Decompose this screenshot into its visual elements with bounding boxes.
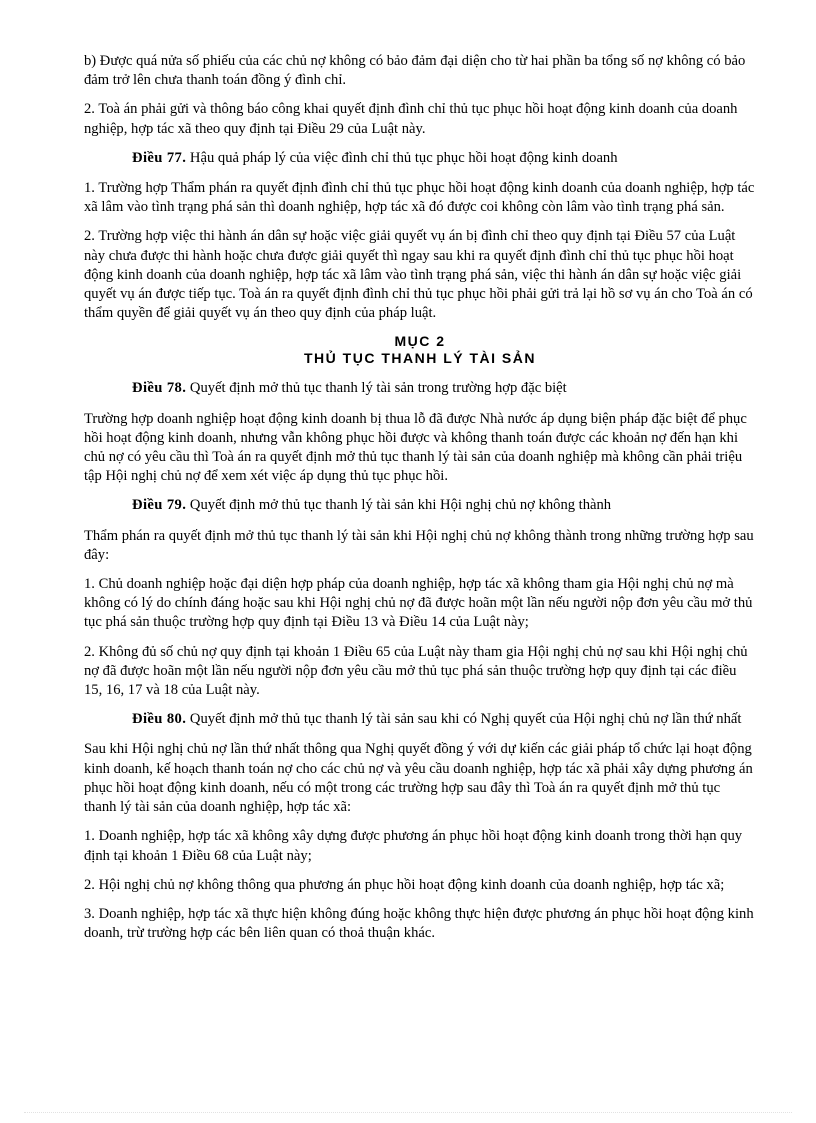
article-77-heading	[84, 149, 756, 168]
article-78-heading	[84, 379, 756, 398]
paragraph: 1. Doanh nghiệp, hợp tác xã không xây dựng được phương án phục hồi hoạt động kinh doanh trong thời hạn quy định tại khoản 1 Điều 68 của Luật này;	[84, 828, 743, 864]
article-number: Điều 77.	[132, 149, 187, 166]
paragraph: 2. Trường hợp việc thi hành án dân sự hoặc việc giải quyết vụ án bị đình chỉ theo quy định tại Điều 57 của Luật này chưa được thi hành hoặc chưa được giải quyết thì ngay sau khi ra quyết định đình chỉ thủ tục phục hồi hoạt động kinh doanh của doanh nghiệp, hợp tác xã lâm vào tình trạng phá sản, việc thi hành án dân sự hoặc việc giải quyết vụ án được tiếp tục. Toà án ra quyết định đình chỉ thủ tục phục hồi phải gửi trả lại hồ sơ vụ án cho Toà án có thẩm quyền để giải quyết vụ án theo quy định của pháp luật.	[84, 228, 753, 322]
paragraph: Trường hợp doanh nghiệp hoạt động kinh doanh bị thua lỗ đã được Nhà nước áp dụng biện pháp đặc biệt để phục hồi hoạt động kinh doanh, nhưng vẫn không phục hồi được và không thanh toán được các khoản nợ đến hạn khi chủ nợ có yêu cầu thì Toà án ra quyết định mở thủ tục thanh lý tài sản của doanh nghiệp mà không cần phải triệu tập Hội nghị chủ nợ để xem xét việc áp dụng thủ tục phục hồi.	[84, 410, 747, 485]
paragraph: Sau khi Hội nghị chủ nợ lần thứ nhất thông qua Nghị quyết đồng ý với dự kiến các giải pháp tổ chức lại hoạt động kinh doanh, kế hoạch thanh toán nợ cho các chủ nợ và yêu cầu doanh nghiệp, hợp tác xã phải xây dựng phương án phục hồi hoạt động kinh doanh, nếu có một trong các trường hợp sau đây thì Toà án ra quyết định mở thủ tục thanh lý tài sản của doanh nghiệp, hợp tác xã:	[84, 741, 753, 816]
article-title: Hậu quả pháp lý của việc đình chỉ thủ tục phục hồi hoạt động kinh doanh	[186, 149, 618, 166]
article-title: Quyết định mở thủ tục thanh lý tài sản khi Hội nghị chủ nợ không thành	[186, 497, 612, 514]
paragraph: 1. Trường hợp Thẩm phán ra quyết định đình chỉ thủ tục phục hồi hoạt động kinh doanh của doanh nghiệp, hợp tác xã lâm vào tình trạng phá sản thì doanh nghiệp, hợp tác xã đó được coi không còn lâm vào tình trạng phá sản.	[84, 180, 755, 216]
paragraph: Thẩm phán ra quyết định mở thủ tục thanh lý tài sản khi Hội nghị chủ nợ không thành trong những trường hợp sau đây:	[84, 527, 754, 563]
article-79-heading	[84, 496, 756, 515]
paragraph: 2. Toà án phải gửi và thông báo công khai quyết định đình chỉ thủ tục phục hồi hoạt động kinh doanh của doanh nghiệp, hợp tác xã theo quy định tại Điều 29 của Luật này.	[84, 101, 738, 137]
paragraph: 1. Chủ doanh nghiệp hoặc đại diện hợp pháp của doanh nghiệp, hợp tác xã không tham gia Hội nghị chủ nợ mà không có lý do chính đáng hoặc sau khi Hội nghị chủ nợ đã được hoãn một lần nếu người nộp đơn yêu cầu mở thủ tục phá sản thuộc trường hợp quy định tại Điều 13 và Điều 14 của Luật này;	[84, 576, 753, 631]
section-title: THỦ TỤC THANH LÝ TÀI SẢN	[304, 350, 536, 367]
section-label: MỤC 2	[394, 333, 446, 350]
paragraph: b) Được quá nửa số phiếu của các chủ nợ không có bảo đảm đại diện cho từ hai phần ba tổng số nợ không có bảo đảm trở lên chưa thanh toán đồng ý đình chỉ.	[84, 53, 746, 89]
section-heading	[84, 333, 756, 367]
article-number: Điều 78.	[132, 380, 187, 397]
article-number: Điều 80.	[132, 711, 187, 728]
document-page	[84, 52, 756, 953]
paragraph: 2. Không đủ số chủ nợ quy định tại khoản 1 Điều 65 của Luật này tham gia Hội nghị chủ nợ sau khi Hội nghị chủ nợ đã được hoãn một lần nếu người nộp đơn yêu cầu mở thủ tục phá sản thuộc trường hợp quy định tại các điều 15, 16, 17 và 18 của Luật này.	[84, 643, 748, 699]
paragraph: 2. Hội nghị chủ nợ không thông qua phương án phục hồi hoạt động kinh doanh của doanh nghiệp, hợp tác xã;	[84, 876, 725, 893]
paragraph: 3. Doanh nghiệp, hợp tác xã thực hiện không đúng hoặc không thực hiện được phương án phục hồi hoạt động kinh doanh, trừ trường hợp các bên liên quan có thoả thuận khác.	[84, 905, 754, 942]
article-title: Quyết định mở thủ tục thanh lý tài sản trong trường hợp đặc biệt	[186, 380, 567, 397]
article-title: Quyết định mở thủ tục thanh lý tài sản sau khi có Nghị quyết của Hội nghị chủ nợ lần thứ nhất	[186, 711, 742, 728]
page-bottom-divider	[24, 1112, 792, 1113]
article-80-heading	[84, 710, 756, 729]
article-number: Điều 79.	[132, 497, 187, 514]
